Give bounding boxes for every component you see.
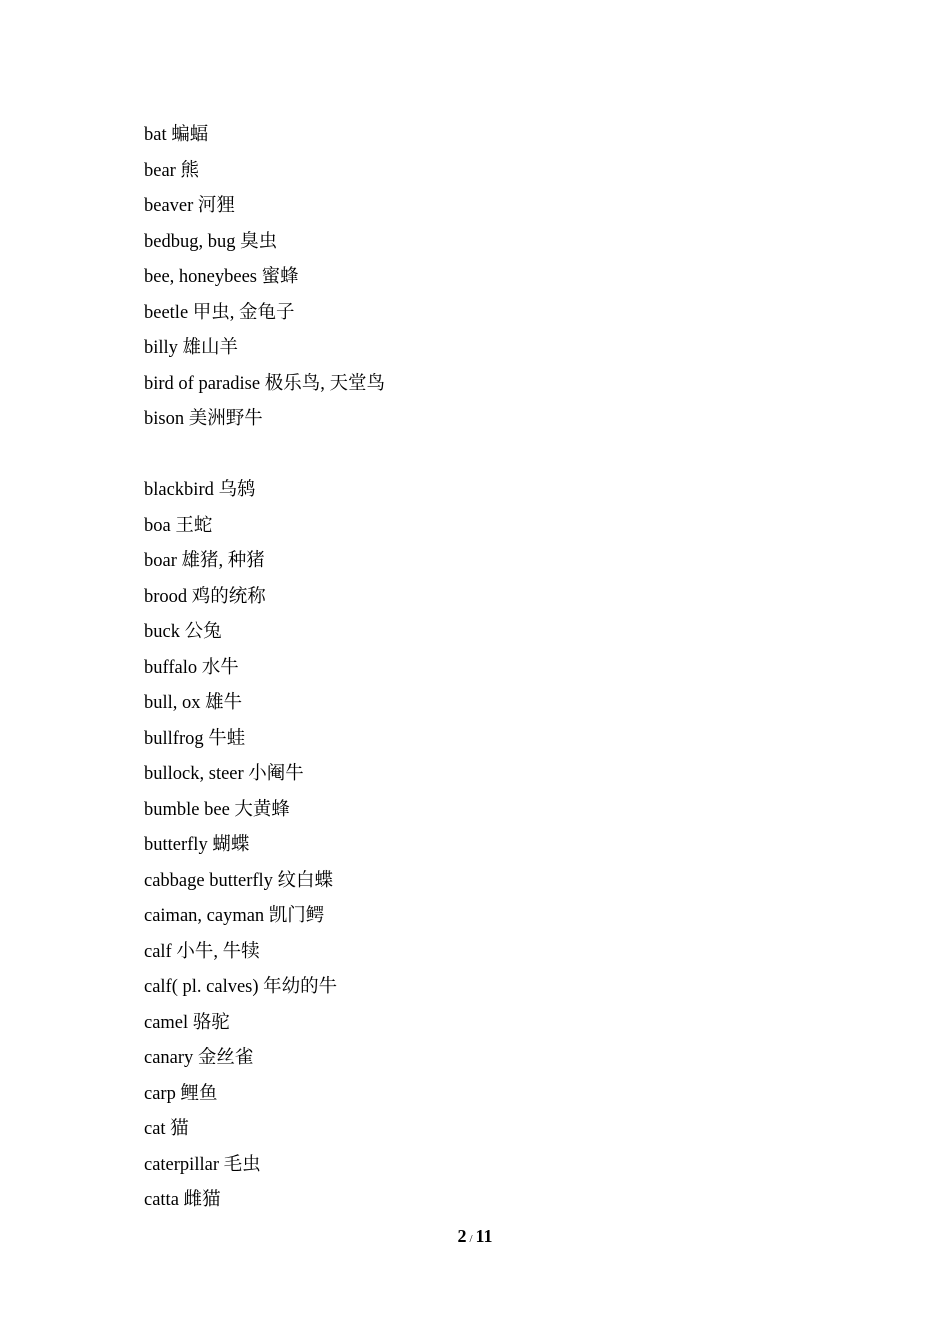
list-item: billy 雄山羊 [144, 338, 239, 358]
list-item: boar 雄猪, 种猪 [144, 551, 265, 571]
list-item: bird of paradise 极乐鸟, 天堂鸟 [144, 373, 385, 394]
list-item: caiman, cayman 凯门鳄 [144, 906, 325, 926]
list-item: blackbird 乌鸫 [144, 480, 256, 500]
list-item: buck 公兔 [144, 622, 222, 642]
list-item: butterfly 蝴蝶 [144, 835, 250, 855]
list-item: boa 王蛇 [144, 515, 213, 536]
vocabulary-list [144, 118, 385, 1219]
blank-line [144, 438, 385, 474]
list-item: bat 蝙蝠 [144, 125, 209, 145]
list-item: bee, honeybees 蜜蜂 [144, 267, 299, 287]
list-item: canary 金丝雀 [144, 1048, 254, 1068]
list-item: buffalo 水牛 [144, 657, 239, 678]
list-item: bullfrog 牛蛙 [144, 728, 246, 749]
list-item: camel 骆驼 [144, 1012, 230, 1033]
list-item: catta 雌猫 [144, 1190, 221, 1210]
list-item: bedbug, bug 臭虫 [144, 231, 278, 252]
list-item: bullock, steer 小阉牛 [144, 764, 304, 784]
list-item: beetle 甲虫, 金龟子 [144, 302, 295, 323]
list-item: caterpillar 毛虫 [144, 1154, 261, 1175]
list-item: bison 美洲野牛 [144, 409, 263, 429]
list-item: beaver 河狸 [144, 196, 235, 216]
list-item: carp 鲤鱼 [144, 1083, 218, 1104]
list-item: calf 小牛, 牛犊 [144, 941, 260, 962]
list-item: bear 熊 [144, 160, 199, 181]
list-item: bumble bee 大黄蜂 [144, 799, 290, 820]
page-separator: / [469, 1233, 473, 1245]
list-item: bull, ox 雄牛 [144, 693, 243, 713]
current-page-number: 2 [457, 1226, 467, 1246]
total-pages-number: 11 [475, 1226, 493, 1246]
list-item: calf( pl. calves) 年幼的牛 [144, 977, 338, 997]
page-number-footer [0, 1226, 950, 1247]
list-item: cabbage butterfly 纹白蝶 [144, 870, 334, 891]
list-item: cat 猫 [144, 1119, 189, 1139]
list-item: brood 鸡的统称 [144, 586, 266, 607]
